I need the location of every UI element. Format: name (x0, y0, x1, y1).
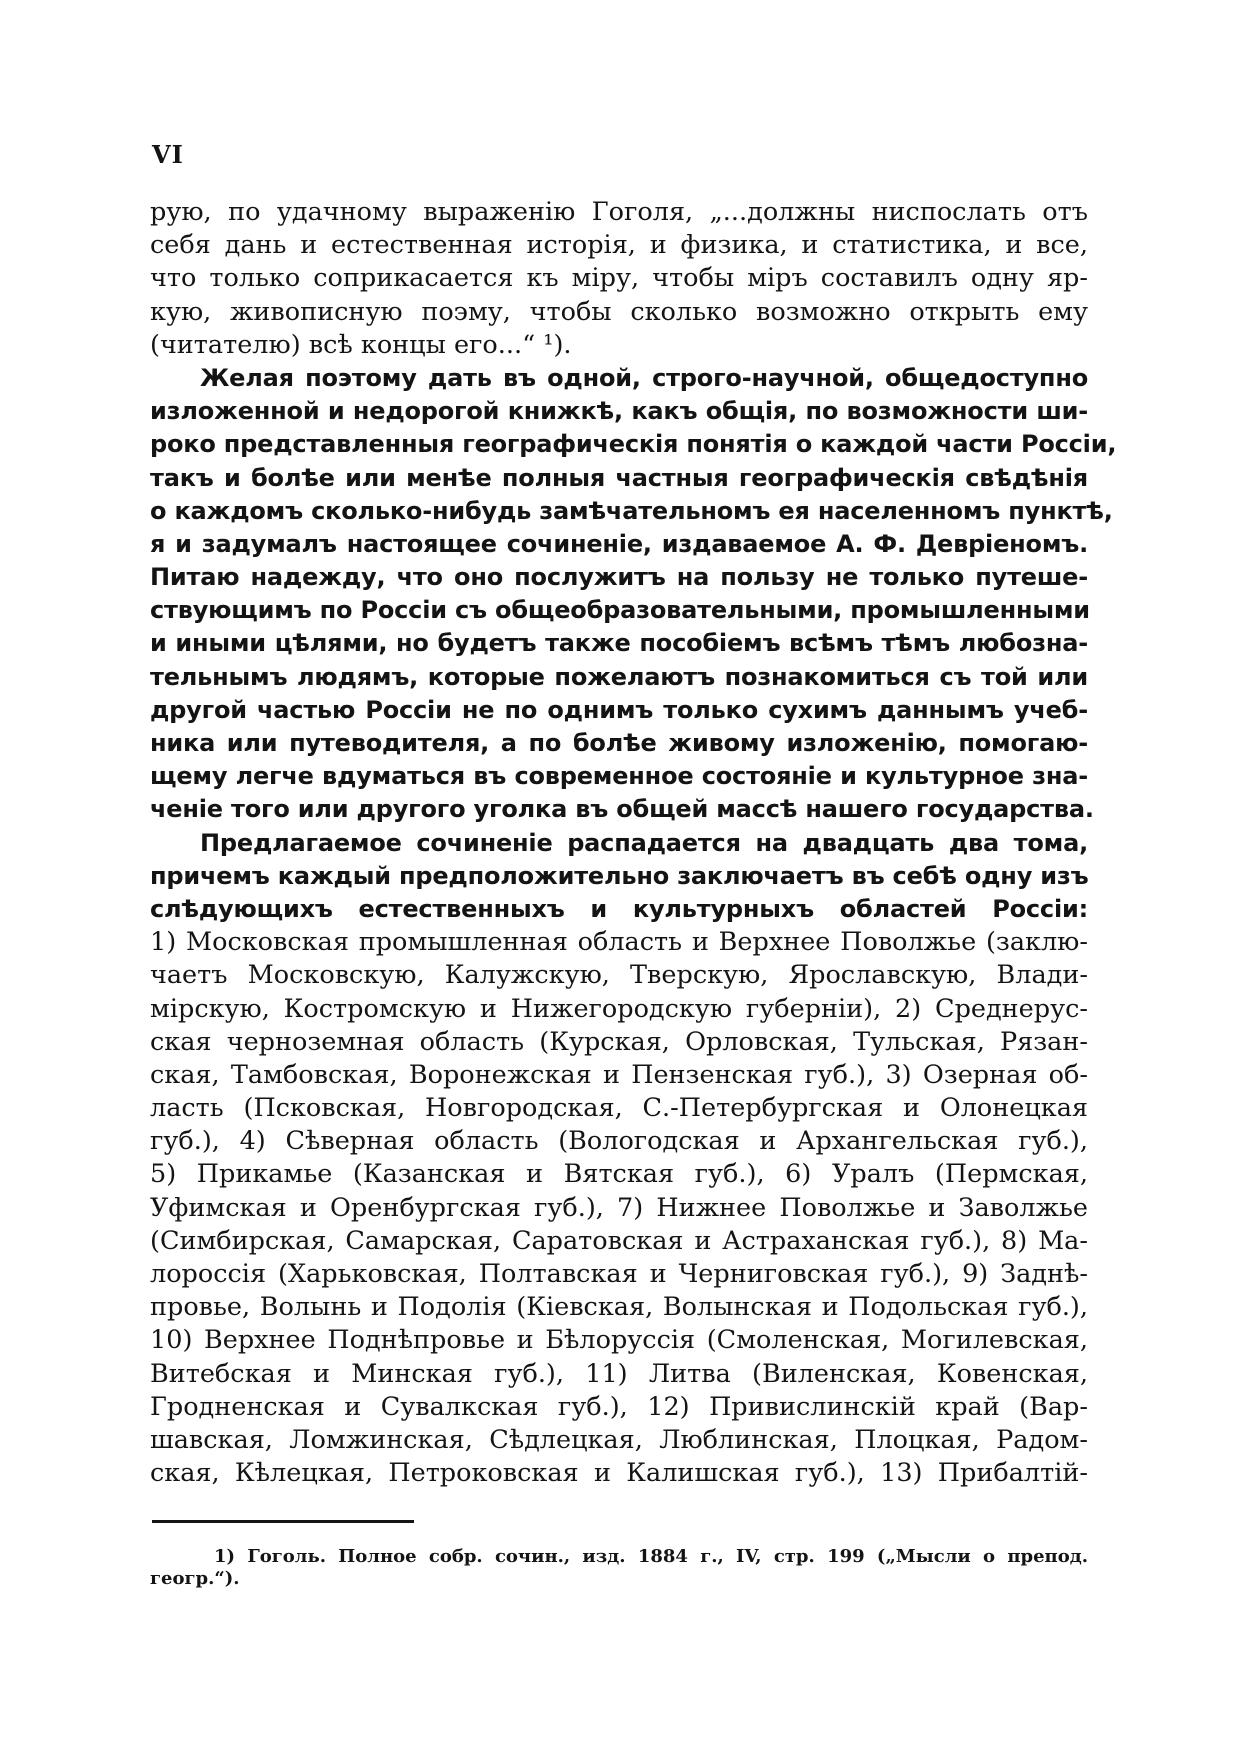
footnote (150, 1546, 1088, 1590)
text-line: и иными цѣлями, но будетъ также пособіемъ всѣмъ тѣмъ любозна- (150, 629, 1088, 658)
text-line: я и задумалъ настоящее сочиненіе, издаваемое А. Ф. Девріеномъ. (150, 529, 1088, 558)
text-line: тельнымъ людямъ, которые пожелаютъ познакомиться съ той или (150, 662, 1088, 691)
paragraph-3 (150, 827, 1088, 1491)
text-line: себя дань и естественная исторія, и физика, и статистика, и все, (150, 230, 1088, 261)
page-number: VI (152, 140, 184, 169)
paragraph-1 (150, 196, 1088, 362)
body-text (150, 196, 1117, 1490)
text-line: ская, Тамбовская, Воронежская и Пензенская губ.), 3) Озерная об- (150, 1059, 1088, 1090)
text-line: другой частью Россіи не по однимъ только сухимъ даннымъ учеб- (150, 695, 1088, 724)
text-line: чаетъ Московскую, Калужскую, Тверскую, Ярославскую, Влади- (150, 960, 1088, 991)
text-line: Гродненская и Сувалкская губ.), 12) Привислинскій край (Вар- (150, 1391, 1088, 1422)
footnote-divider (152, 1520, 414, 1523)
text-line: причемъ каждый предположительно заключаетъ въ себѣ одну изъ (150, 861, 1089, 890)
footnote-line: 1) Гоголь. Полное собр. сочин., изд. 1884 г., IV, стр. 199 („Мысли о препод. (214, 1546, 1088, 1567)
text-line: ская, Кѣлецкая, Петроковская и Калишская губ.), 13) Прибалтій- (150, 1458, 1088, 1489)
text-line: лороссія (Харьковская, Полтавская и Черниговская губ.), 9) Заднѣ- (150, 1259, 1088, 1289)
text-line: Уфимская и Оренбургская губ.), 7) Нижнее Поволжье и Заволжье (150, 1192, 1088, 1223)
text-line: провье, Волынь и Подолія (Кіевская, Волынская и Подольская губ.), (150, 1292, 1088, 1323)
text-line: ствующимъ по Россіи съ общеобразовательными, промышленными (150, 596, 1090, 625)
text-line: рую, по удачному выраженію Гоголя, „...должны ниспослать отъ (150, 197, 1088, 227)
paragraph-3-bold-lead (150, 827, 1088, 927)
text-line: 5) Прикамье (Казанская и Вятская губ.), 6) Уралъ (Пермская, (150, 1159, 1088, 1190)
text-line: ласть (Псковская, Новгородская, С.-Петербургская и Олонецкая (150, 1093, 1088, 1124)
text-line: слѣдующихъ естественныхъ и культурныхъ областей Россіи: (150, 894, 1088, 923)
text-line: такъ и болѣе или менѣе полныя частныя географическія свѣдѣнія (150, 463, 1088, 492)
text-line: ченіе того или другого уголка въ общей массѣ нашего государства. (150, 795, 1094, 824)
text-line: (читателю) всѣ концы его...“ ¹). (150, 329, 572, 360)
text-line: мірскую, Костромскую и Нижегородскую губерніи), 2) Среднерус- (150, 993, 1088, 1024)
text-line: кую, живописную поэму, чтобы сколько возможно открыть ему (150, 296, 1088, 327)
text-line: о каждомъ сколько-нибудь замѣчательномъ ея населенномъ пунктѣ, (150, 496, 1113, 525)
footnote-line: геогр.“). (150, 1568, 240, 1589)
paragraph-2 (150, 362, 1117, 827)
text-line: Желая поэтому дать въ одной, строго-научной, общедоступно (200, 363, 1088, 392)
text-line: (Симбирская, Самарская, Саратовская и Астраханская губ.), 8) Ма- (150, 1225, 1088, 1256)
text-line: Предлагаемое сочиненіе распадается на двадцать два тома, (200, 828, 1088, 857)
text-line: 1) Московская промышленная область и Верхнее Поволжье (заклю- (150, 927, 1088, 958)
text-line: шавская, Ломжинская, Сѣдлецкая, Люблинская, Плоцкая, Радом- (150, 1424, 1088, 1455)
text-line: Витебская и Минская губ.), 11) Литва (Виленская, Ковенская, (150, 1358, 1088, 1389)
text-line: изложенной и недорогой книжкѣ, какъ общія, по возможности ши- (150, 397, 1088, 426)
text-line: 10) Верхнее Поднѣпровье и Бѣлоруссія (Смоленская, Могилевская, (150, 1325, 1088, 1356)
text-line: ника или путеводителя, а по болѣе живому изложенію, помогаю- (150, 729, 1088, 757)
text-line: губ.), 4) Сѣверная область (Вологодская и Архангельская губ.), (150, 1126, 1088, 1157)
text-line: Питаю надежду, что оно послужитъ на пользу не только путеше- (150, 563, 1088, 592)
text-line: щему легче вдуматься въ современное состояніе и культурное зна- (150, 762, 1088, 791)
text-line: что только соприкасается къ міру, чтобы міръ составилъ одну яр- (150, 263, 1088, 294)
text-line: роко представленныя географическія понятія о каждой части Россіи, (150, 430, 1117, 459)
text-line: ская черноземная область (Курская, Орловская, Тульская, Рязан- (150, 1026, 1088, 1057)
